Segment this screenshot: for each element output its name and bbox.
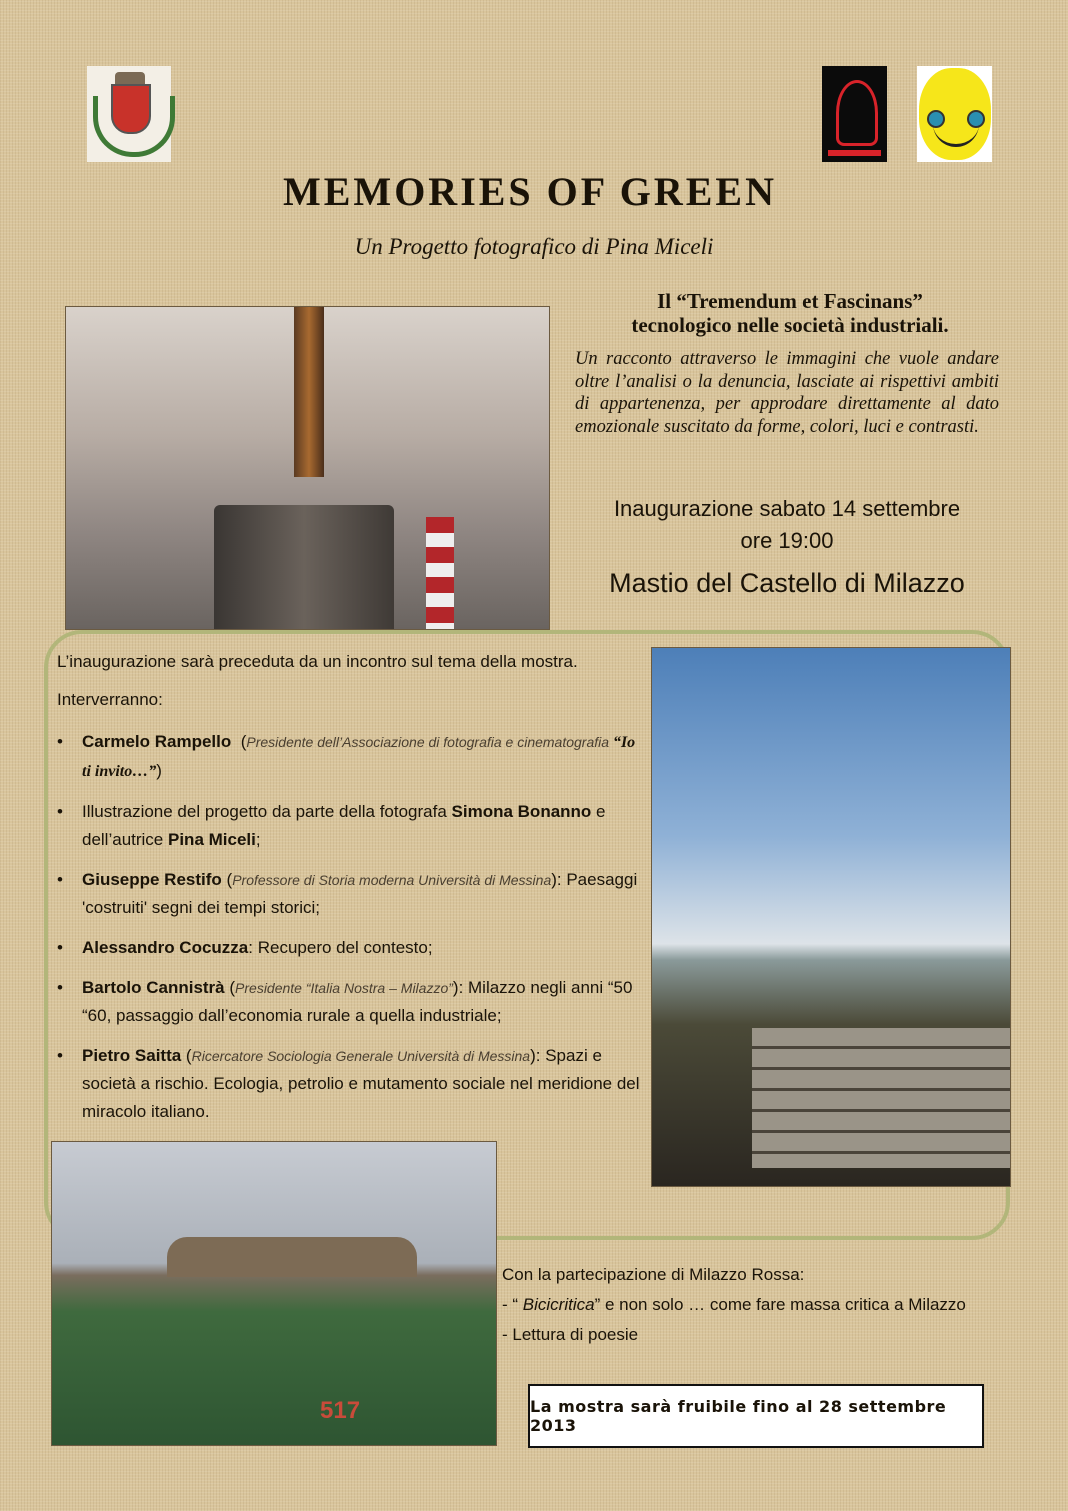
participation-block xyxy=(502,1260,966,1350)
inauguration-info xyxy=(560,493,1014,557)
io-ti-invito-logo xyxy=(917,66,992,162)
theme-heading-line1: Il “Tremendum et Fascinans” xyxy=(657,289,923,313)
figure-icon xyxy=(836,80,878,146)
castle-silhouette xyxy=(167,1237,417,1277)
striped-tower xyxy=(426,517,454,629)
list-item: • Giuseppe Restifo (Professore di Storia moderna Università di Messina): Paesaggi 'costruiti' segni dei tempi storici; xyxy=(57,866,647,922)
paren: ( xyxy=(240,732,247,751)
cooling-tower xyxy=(214,505,394,629)
association-name: “Io ti invito…” xyxy=(82,734,636,780)
crown-icon xyxy=(115,72,145,84)
speaker-name: Carmelo Rampello xyxy=(82,732,232,751)
smile-icon xyxy=(933,120,979,147)
speaker-topic: Milazzo negli anni “50 “60, passaggio dall’economia rurale a quella industriale; xyxy=(82,978,633,1025)
participation-item xyxy=(502,1290,966,1320)
shield-icon xyxy=(111,84,151,134)
speaker-role: Professore di Storia moderna Università di Messina xyxy=(232,872,552,888)
castle-industrial-photo xyxy=(51,1141,497,1446)
list-item: • Bartolo Cannistrà (Presidente “Italia Nostra – Milazzo”): Milazzo negli anni “50 “60, passaggio dall’economia rurale a quella industriale; xyxy=(57,974,647,1030)
speaker-role: Ricercatore Sociologia Generale Università di Messina xyxy=(191,1048,531,1064)
speakers-list xyxy=(57,728,647,1138)
list-item xyxy=(57,798,647,854)
seaside-reeds-photo xyxy=(651,647,1011,1187)
list-item: • Alessandro Cocuzza: Recupero del contesto; xyxy=(57,934,647,962)
speaker-topic: Recupero del contesto; xyxy=(257,938,433,957)
speaker-topic: Paesaggi 'costruiti' segni dei tempi storici; xyxy=(82,870,638,917)
theme-heading xyxy=(560,289,1020,337)
logo-label-bar xyxy=(828,150,881,156)
closing-date-box: La mostra sarà fruibile fino al 28 settembre 2013 xyxy=(528,1384,984,1448)
page-title: MEMORIES OF GREEN xyxy=(283,169,777,214)
milazzo-rossa-logo xyxy=(822,66,887,162)
program-lead: L’inaugurazione sarà preceduta da un incontro sul tema della mostra. xyxy=(57,652,578,671)
speaker-role: Presidente dell’Associazione di fotografia e cinematografia xyxy=(246,734,613,750)
list-item: • Pietro Saitta (Ricercatore Sociologia Generale Università di Messina): Spazi e società a rischio. Ecologia, petrolio e mutamento sociale nel meridione del miracolo italiano. xyxy=(57,1042,647,1126)
smiley-face-icon xyxy=(919,68,991,160)
theme-description: Un racconto attraverso le immagini che vuole andare oltre l’analisi o la denuncia, lasciate ai rispettivi ambiti di appartenenza, per approdare direttamente al dato emozionale suscitato da forme, colori, luci e contrasti. xyxy=(575,349,999,437)
theme-heading-line2: tecnologico nelle società industriali. xyxy=(631,313,949,337)
wooden-dock xyxy=(752,1028,1010,1168)
list-item xyxy=(57,728,647,786)
item-text: e dell’autrice xyxy=(82,802,606,849)
industrial-chimney-photo xyxy=(65,306,550,630)
item-text: Illustrazione del progetto da parte della fotografa xyxy=(82,802,452,821)
subtitle: Un Progetto fotografico di Pina Miceli xyxy=(354,234,714,259)
item-text: ” e non solo … come fare massa critica a Milazzo xyxy=(594,1295,966,1314)
speaker-name: Giuseppe Restifo xyxy=(82,870,222,889)
inauguration-date: Inaugurazione sabato 14 settembre xyxy=(613,496,961,521)
speaker-name: Pina Miceli xyxy=(168,830,256,849)
item-text: ; xyxy=(255,830,261,849)
speakers-label: Interverranno: xyxy=(57,690,163,709)
bicicritica-label: Bicicritica xyxy=(522,1295,595,1314)
tank-number: 517 xyxy=(320,1397,361,1424)
paren: ) xyxy=(156,761,162,780)
town-crest-logo xyxy=(87,66,171,162)
speaker-role: Presidente “Italia Nostra – Milazzo” xyxy=(235,980,453,996)
participation-item: - Lettura di poesie xyxy=(502,1325,639,1344)
speaker-name: Simona Bonanno xyxy=(451,802,592,821)
participation-lead: Con la partecipazione di Milazzo Rossa: xyxy=(502,1265,805,1284)
speaker-name: Bartolo Cannistrà xyxy=(82,978,225,997)
speaker-name: Alessandro Cocuzza xyxy=(82,938,249,957)
inauguration-time: ore 19:00 xyxy=(740,528,834,553)
speaker-name: Pietro Saitta xyxy=(82,1046,182,1065)
item-prefix: - “ xyxy=(502,1295,523,1314)
smokestack xyxy=(294,307,324,477)
speaker-topic: Spazi e società a rischio. Ecologia, petrolio e mutamento sociale nel meridione del miracolo italiano. xyxy=(82,1046,640,1121)
venue: Mastio del Castello di Milazzo xyxy=(609,568,965,598)
